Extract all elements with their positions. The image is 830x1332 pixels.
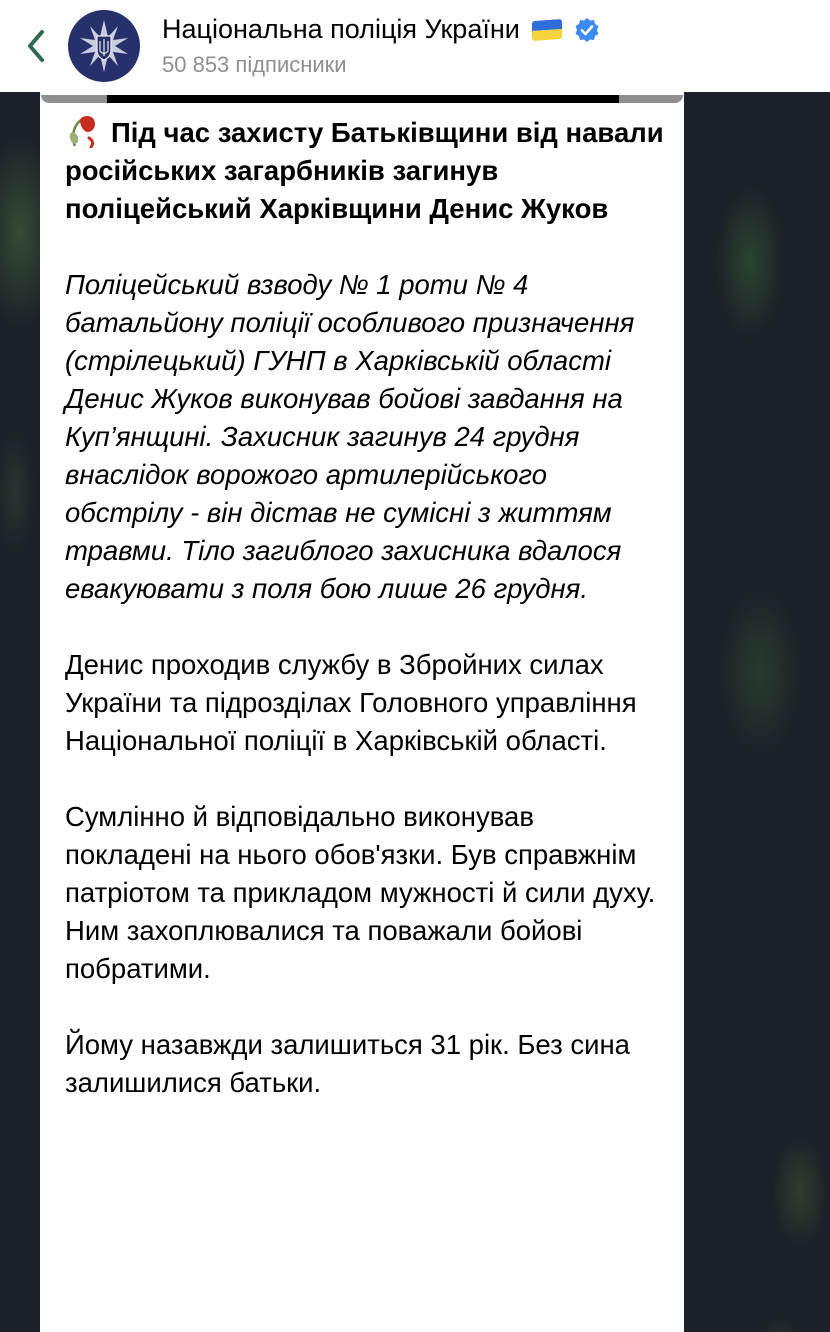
channel-avatar[interactable] bbox=[68, 10, 140, 82]
channel-name: Національна поліція України bbox=[162, 14, 520, 44]
channel-header bbox=[0, 0, 830, 92]
wilted-rose-icon bbox=[65, 114, 103, 148]
post-paragraph-1: Поліцейський взводу № 1 роти № 4 батальйону поліції особливого призначення (стрілецький) ГУНП в Харківській області Денис Жуков виконував бойові завдання на Куп’янщині. Захисник загинув 24 грудня внаслідок ворожого артилерійського обстрілу - він дістав не сумісні з життям травми. Тіло загиблого захисника вдалося евакуювати з поля бою лише 26 грудня. bbox=[65, 269, 635, 604]
post-headline bbox=[65, 114, 665, 228]
post-text bbox=[65, 114, 665, 1140]
message-bubble bbox=[40, 92, 684, 1332]
post-paragraph-3: Сумлінно й відповідально виконував покладені на нього обов'язки. Був справжнім патріотом та прикладом мужності й сили духу. Ним захоплювалися та поважали бойові побратими. bbox=[65, 801, 656, 984]
subscriber-count: 50 853 підписники bbox=[162, 52, 347, 77]
channel-title[interactable] bbox=[162, 14, 600, 45]
headline-text: Під час захисту Батьківщини від навали російських загарбників загинув поліцейський Харківщини Денис Жуков bbox=[65, 117, 664, 224]
verified-badge-icon bbox=[574, 17, 600, 43]
chevron-left-icon bbox=[22, 26, 52, 66]
ukraine-flag-icon bbox=[532, 18, 562, 40]
back-button[interactable] bbox=[22, 26, 52, 66]
attached-media-bottom-edge[interactable] bbox=[41, 95, 683, 103]
post-paragraph-4: Йому назавжди залишиться 31 рік. Без сина залишилися батьки. bbox=[65, 1029, 630, 1098]
national-police-star-emblem-icon bbox=[76, 18, 132, 74]
post-paragraph-2: Денис проходив службу в Збройних силах України та підрозділах Головного управління Національної поліції в Харківській області. bbox=[65, 649, 637, 756]
